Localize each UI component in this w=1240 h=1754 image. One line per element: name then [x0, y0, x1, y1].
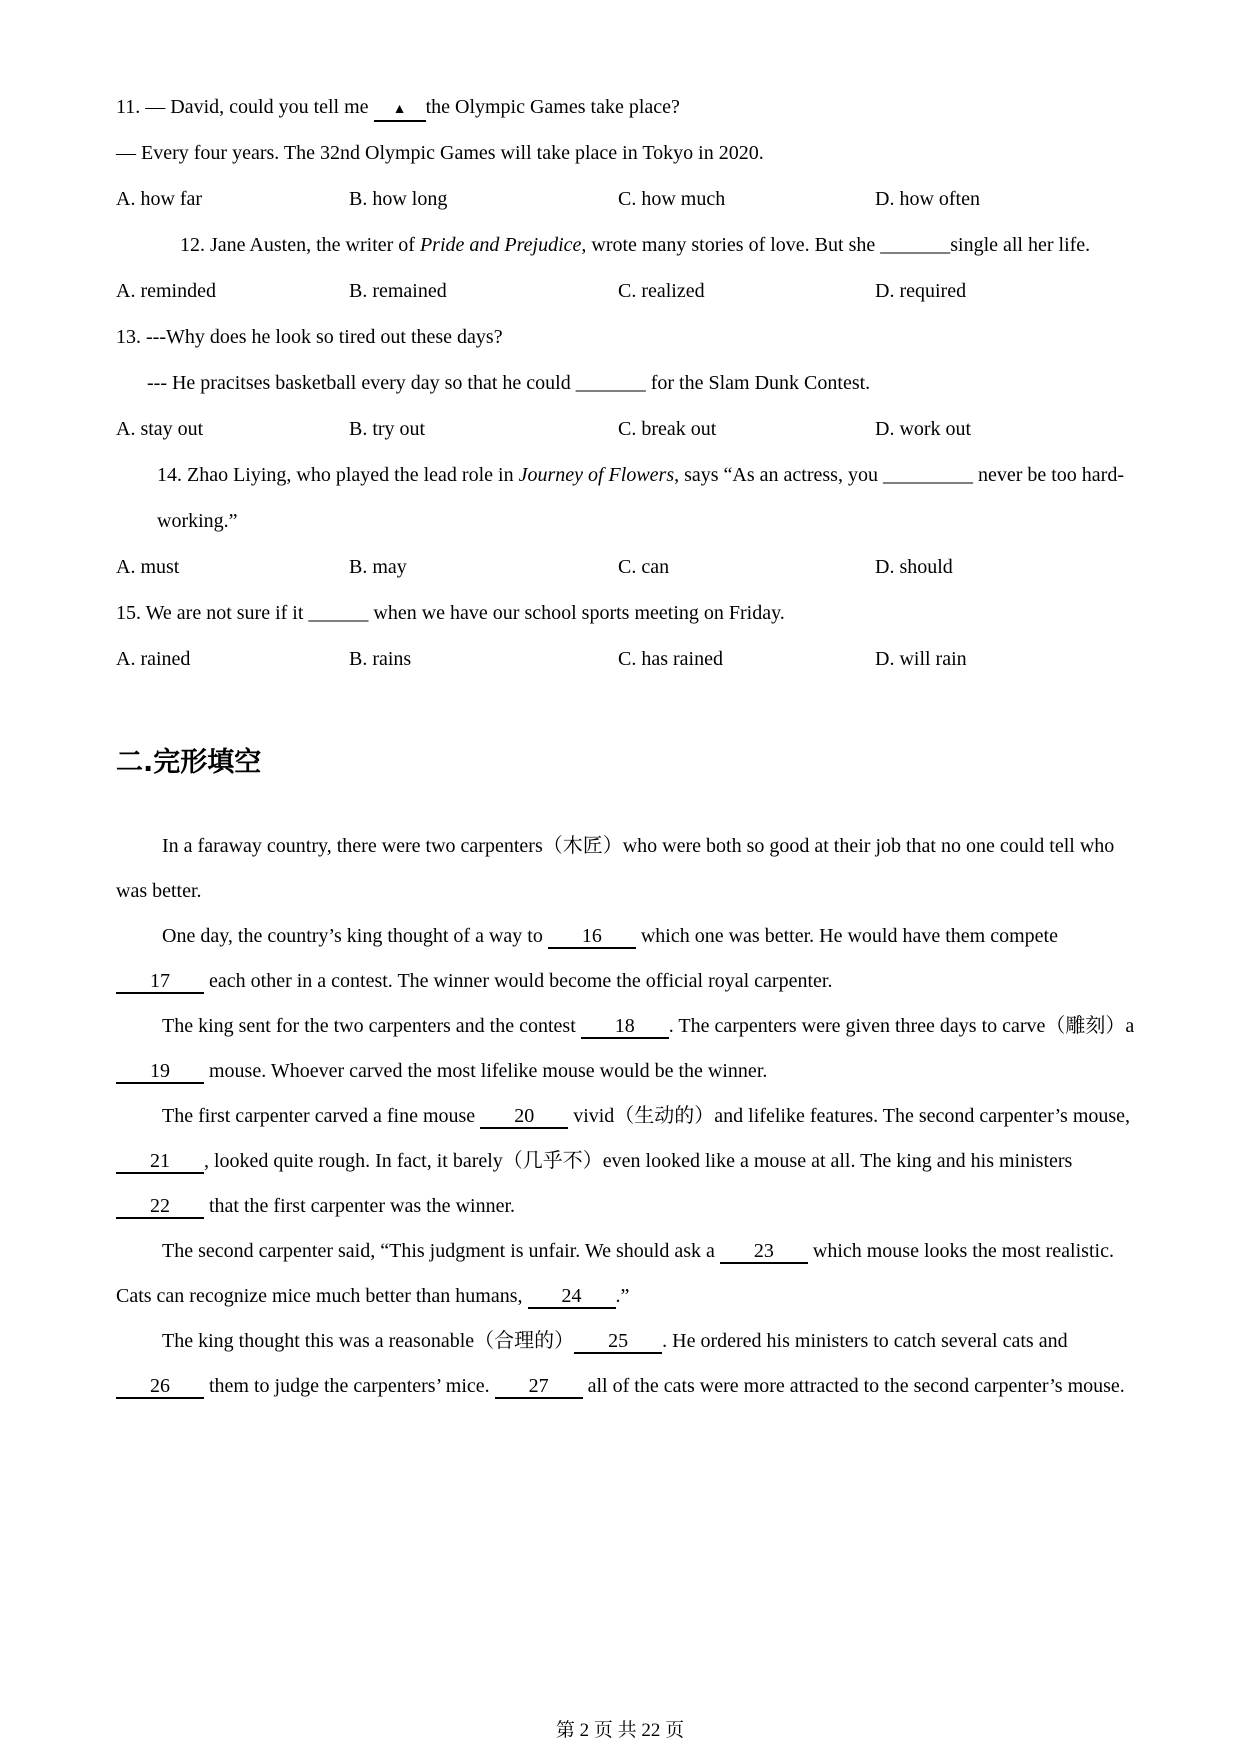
cloze-text: The king sent for the two carpenters and the contest — [162, 1015, 581, 1037]
cloze-text: .” — [615, 1285, 630, 1307]
question-13-line-2: --- He pracitses basketball every day so that he could _______ for the Slam Dunk Contest. — [147, 372, 871, 394]
question-12-options — [116, 268, 1137, 314]
cloze-text: each other in a contest. The winner would become the official royal carpenter. — [204, 970, 833, 992]
cloze-text: that the first carpenter was the winner. — [204, 1195, 515, 1217]
option-b: B. remained — [349, 280, 447, 302]
option-a: A. reminded — [116, 280, 216, 302]
cloze-blank-25: 25 — [574, 1330, 662, 1354]
question-12-text-pre: 12. Jane Austen, the writer of — [180, 234, 420, 256]
cloze-blank-17: 17 — [116, 970, 204, 994]
option-c: C. how much — [618, 188, 726, 210]
question-11-line-1 — [116, 84, 1137, 130]
question-14-options — [116, 544, 1137, 590]
option-b: B. how long — [349, 188, 448, 210]
option-c: C. has rained — [618, 648, 723, 670]
cloze-paragraph-1 — [116, 824, 1137, 914]
question-11-line-2: — Every four years. The 32nd Olympic Games will take place in Tokyo in 2020. — [116, 142, 764, 164]
option-d: D. will rain — [875, 648, 967, 670]
cloze-paragraph-6 — [116, 1319, 1137, 1409]
cloze-text: The king thought this was a reasonable（合理的） — [162, 1330, 575, 1352]
cloze-text: , looked quite rough. In fact, it barely（几乎不）even looked like a mouse at all. The king and his ministers — [204, 1150, 1073, 1172]
cloze-paragraph-2 — [116, 914, 1137, 1004]
question-13-options — [116, 406, 1137, 452]
cloze-text: The second carpenter said, “This judgment is unfair. We should ask a — [162, 1240, 720, 1262]
cloze-text: The first carpenter carved a fine mouse — [162, 1105, 481, 1127]
cloze-blank-27: 27 — [495, 1375, 583, 1399]
cloze-blank-16: 16 — [548, 925, 636, 949]
option-a: A. how far — [116, 188, 203, 210]
question-13-line-1: 13. ---Why does he look so tired out these days? — [116, 326, 503, 348]
option-b: B. rains — [349, 648, 412, 670]
book-title-italic: Journey of Flowers — [518, 464, 675, 486]
option-c: C. realized — [618, 280, 705, 302]
option-a: A. must — [116, 556, 180, 578]
option-d: D. work out — [875, 418, 972, 440]
cloze-text: One day, the country’s king thought of a way to — [162, 925, 548, 947]
cloze-blank-26: 26 — [116, 1375, 204, 1399]
cloze-paragraph-3 — [116, 1004, 1137, 1094]
question-11-text-pre: 11. — David, could you tell me — [116, 96, 374, 118]
cloze-text: . He ordered his ministers to catch several cats and — [662, 1330, 1068, 1352]
cloze-text: . The carpenters were given three days to carve（雕刻）a — [668, 1015, 1135, 1037]
cloze-blank-23: 23 — [720, 1240, 808, 1264]
cloze-text: them to judge the carpenters’ mice. — [204, 1375, 495, 1397]
question-14 — [116, 452, 1137, 544]
option-d: D. required — [875, 280, 967, 302]
option-b: B. try out — [349, 418, 426, 440]
cloze-paragraph-5 — [116, 1229, 1137, 1319]
option-c: C. break out — [618, 418, 717, 440]
cloze-text: which mouse looks the most realistic. Cats can recognize mice much better than humans, — [116, 1240, 1114, 1307]
cloze-blank-18: 18 — [581, 1015, 669, 1039]
cloze-blank-24: 24 — [528, 1285, 616, 1309]
option-a: A. rained — [116, 648, 191, 670]
question-11-options — [116, 176, 1137, 222]
option-b: B. may — [349, 556, 407, 578]
option-d: D. how often — [875, 188, 980, 210]
question-14-text-pre: 14. Zhao Liying, who played the lead role in — [157, 464, 519, 486]
question-15-options — [116, 636, 1137, 682]
option-a: A. stay out — [116, 418, 204, 440]
cloze-paragraph-4 — [116, 1094, 1137, 1229]
cloze-text: which one was better. He would have them compete — [635, 925, 1058, 947]
question-11-text-post: the Olympic Games take place? — [425, 96, 680, 118]
cloze-blank-21: 21 — [116, 1150, 204, 1174]
book-title-italic: Pride and Prejudice — [419, 234, 582, 256]
question-12 — [116, 222, 1137, 268]
option-d: D. should — [875, 556, 953, 578]
answer-blank-triangle: ▲ — [374, 100, 426, 122]
cloze-blank-22: 22 — [116, 1195, 204, 1219]
page-footer: 第 2 页 共 22 页 — [555, 1720, 685, 1741]
cloze-section — [116, 824, 1137, 1409]
section-title-cloze: 二.完形填空 — [116, 747, 262, 778]
cloze-text: vivid（生动的）and lifelike features. The second carpenter’s mouse, — [568, 1105, 1131, 1127]
multiple-choice-section — [116, 84, 1137, 682]
cloze-blank-20: 20 — [480, 1105, 568, 1129]
cloze-text: In a faraway country, there were two carpenters（木匠）who were both so good at their job that no one could tell who was better. — [116, 835, 1115, 902]
question-15: 15. We are not sure if it ______ when we have our school sports meeting on Friday. — [116, 602, 785, 624]
option-c: C. can — [618, 556, 670, 578]
cloze-text: mouse. Whoever carved the most lifelike mouse would be the winner. — [204, 1060, 768, 1082]
question-14-text-post: , says “As an actress, you _________ never be too hard-working.” — [157, 464, 1124, 532]
cloze-blank-19: 19 — [116, 1060, 204, 1084]
question-12-text-post: , wrote many stories of love. But she _______single all her life. — [581, 234, 1091, 256]
cloze-text: all of the cats were more attracted to the second carpenter’s mouse. — [582, 1375, 1125, 1397]
